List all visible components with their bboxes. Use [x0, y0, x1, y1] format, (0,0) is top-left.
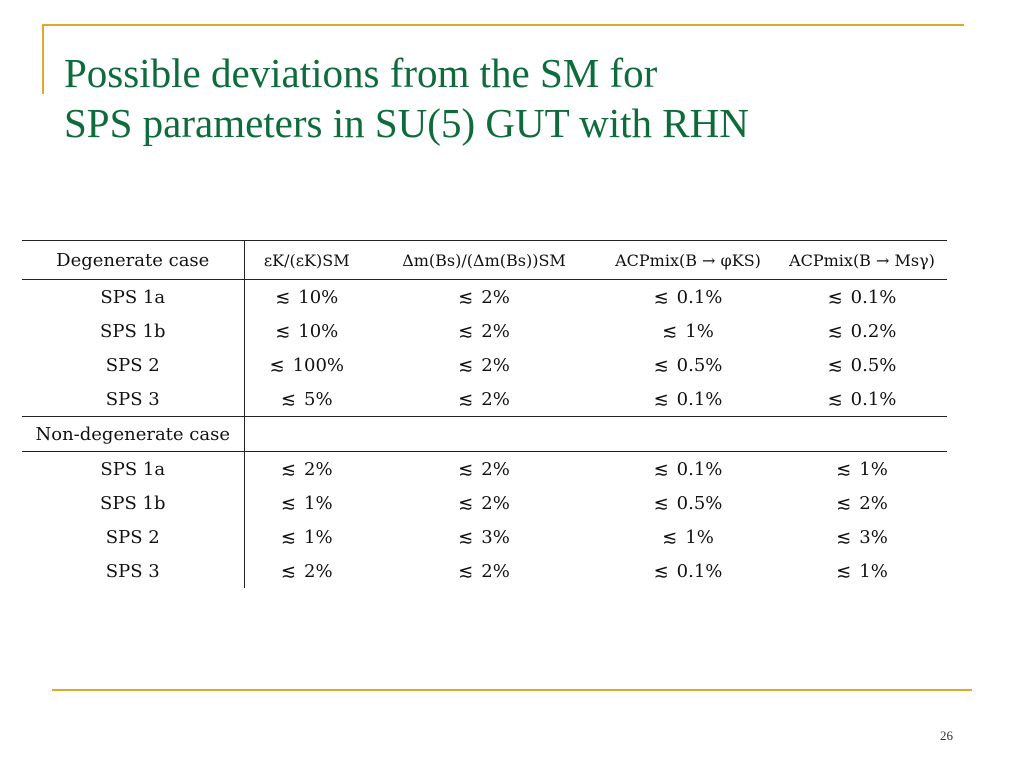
- group-label-nondegenerate: Non-degenerate case: [22, 417, 244, 452]
- cell-value: 3%: [859, 526, 888, 548]
- value-cell: [599, 314, 777, 348]
- table-row: [22, 382, 947, 417]
- degenerate-section: [22, 280, 947, 417]
- value-cell: [777, 314, 947, 348]
- value-cell: [244, 314, 369, 348]
- cell-value: 100%: [292, 354, 345, 376]
- slide-title: [64, 48, 749, 148]
- less-or-similar-symbol: ≲: [458, 492, 474, 514]
- value-cell: [777, 486, 947, 520]
- cell-value: 0.1%: [850, 388, 897, 410]
- less-or-similar-symbol: ≲: [653, 458, 669, 480]
- group-empty-cell: [369, 417, 599, 452]
- less-or-similar-symbol: ≲: [653, 492, 669, 514]
- cell-value: 1%: [685, 320, 714, 342]
- table-row: [22, 520, 947, 554]
- value-cell: [244, 554, 369, 588]
- value-cell: [599, 520, 777, 554]
- cell-value: 2%: [304, 560, 333, 582]
- cell-value: 2%: [481, 458, 510, 480]
- less-or-similar-symbol: ≲: [275, 286, 291, 308]
- cell-value: 2%: [481, 492, 510, 514]
- cell-value: 0.1%: [676, 286, 723, 308]
- value-cell: [244, 348, 369, 382]
- less-or-similar-symbol: ≲: [458, 354, 474, 376]
- left-rule: [42, 24, 44, 94]
- value-cell: [777, 554, 947, 588]
- less-or-similar-symbol: ≲: [280, 526, 297, 548]
- nondegenerate-section: [22, 452, 947, 589]
- value-cell: [369, 452, 599, 487]
- bottom-rule: [52, 689, 972, 691]
- value-cell: [369, 348, 599, 382]
- cell-value: 1%: [859, 560, 888, 582]
- less-or-similar-symbol: ≲: [836, 560, 852, 582]
- row-label: SPS 3: [22, 382, 244, 417]
- value-cell: [777, 452, 947, 487]
- cell-value: 0.5%: [676, 354, 723, 376]
- table-row: [22, 554, 947, 588]
- deviations-table: [22, 240, 947, 588]
- table-row: [22, 348, 947, 382]
- row-label: SPS 1a: [22, 280, 244, 315]
- value-cell: [369, 486, 599, 520]
- group-empty-cell: [244, 417, 369, 452]
- value-cell: [244, 486, 369, 520]
- less-or-similar-symbol: ≲: [653, 388, 669, 410]
- header-acp-ms-gamma: ACPmix(B → Msγ): [777, 241, 947, 280]
- slide-title-line-1: Possible deviations from the SM for: [64, 50, 658, 96]
- table-row: [22, 486, 947, 520]
- table-row: [22, 314, 947, 348]
- less-or-similar-symbol: ≲: [836, 526, 852, 548]
- row-label: SPS 1a: [22, 452, 244, 487]
- cell-value: 0.2%: [850, 320, 897, 342]
- less-or-similar-symbol: ≲: [458, 560, 474, 582]
- row-label: SPS 2: [22, 348, 244, 382]
- value-cell: [599, 452, 777, 487]
- cell-value: 5%: [304, 388, 333, 410]
- header-epsilon-k: εK/(εK)SM: [244, 241, 369, 280]
- less-or-similar-symbol: ≲: [458, 526, 474, 548]
- less-or-similar-symbol: ≲: [280, 458, 297, 480]
- less-or-similar-symbol: ≲: [827, 388, 843, 410]
- less-or-similar-symbol: ≲: [458, 388, 474, 410]
- less-or-similar-symbol: ≲: [653, 560, 669, 582]
- less-or-similar-symbol: ≲: [275, 320, 291, 342]
- value-cell: [599, 486, 777, 520]
- header-acp-phi-ks: ACPmix(B → φKS): [599, 241, 777, 280]
- cell-value: 0.1%: [676, 458, 723, 480]
- value-cell: [599, 280, 777, 315]
- cell-value: 0.1%: [850, 286, 897, 308]
- page-number: 26: [940, 728, 953, 743]
- value-cell: [369, 520, 599, 554]
- cell-value: 0.1%: [676, 560, 723, 582]
- group-empty-cell: [777, 417, 947, 452]
- row-label: SPS 3: [22, 554, 244, 588]
- less-or-similar-symbol: ≲: [458, 286, 474, 308]
- cell-value: 2%: [481, 560, 510, 582]
- value-cell: [777, 348, 947, 382]
- cell-value: 1%: [685, 526, 714, 548]
- top-rule: [42, 24, 964, 26]
- header-delta-m-bs: Δm(Bs)/(Δm(Bs))SM: [369, 241, 599, 280]
- row-label: SPS 1b: [22, 486, 244, 520]
- value-cell: [244, 520, 369, 554]
- cell-value: 10%: [298, 320, 339, 342]
- nondegenerate-section-header: [22, 417, 947, 452]
- table-row: [22, 452, 947, 487]
- less-or-similar-symbol: ≲: [662, 320, 678, 342]
- less-or-similar-symbol: ≲: [827, 354, 843, 376]
- less-or-similar-symbol: ≲: [827, 320, 843, 342]
- value-cell: [599, 382, 777, 417]
- value-cell: [777, 280, 947, 315]
- results-table-container: [22, 240, 947, 595]
- value-cell: [599, 554, 777, 588]
- less-or-similar-symbol: ≲: [653, 354, 669, 376]
- cell-value: 2%: [481, 286, 510, 308]
- value-cell: [777, 520, 947, 554]
- cell-value: 2%: [481, 388, 510, 410]
- value-cell: [369, 382, 599, 417]
- less-or-similar-symbol: ≲: [827, 286, 843, 308]
- less-or-similar-symbol: ≲: [458, 320, 474, 342]
- cell-value: 2%: [481, 354, 510, 376]
- less-or-similar-symbol: ≲: [280, 388, 297, 410]
- less-or-similar-symbol: ≲: [836, 458, 852, 480]
- less-or-similar-symbol: ≲: [662, 526, 678, 548]
- cell-value: 2%: [859, 492, 888, 514]
- cell-value: 2%: [481, 320, 510, 342]
- value-cell: [369, 554, 599, 588]
- cell-value: 0.5%: [850, 354, 897, 376]
- cell-value: 3%: [481, 526, 510, 548]
- cell-value: 0.1%: [676, 388, 723, 410]
- group-row: [22, 417, 947, 452]
- value-cell: [244, 382, 369, 417]
- cell-value: 1%: [859, 458, 888, 480]
- value-cell: [369, 280, 599, 315]
- value-cell: [369, 314, 599, 348]
- cell-value: 10%: [298, 286, 339, 308]
- less-or-similar-symbol: ≲: [280, 560, 297, 582]
- less-or-similar-symbol: ≲: [458, 458, 474, 480]
- group-empty-cell: [599, 417, 777, 452]
- row-label: SPS 1b: [22, 314, 244, 348]
- cell-value: 0.5%: [676, 492, 723, 514]
- less-or-similar-symbol: ≲: [653, 286, 669, 308]
- cell-value: 1%: [304, 492, 333, 514]
- less-or-similar-symbol: ≲: [836, 492, 852, 514]
- value-cell: [244, 452, 369, 487]
- table-header-row: [22, 241, 947, 280]
- less-or-similar-symbol: ≲: [269, 354, 285, 376]
- table-row: [22, 280, 947, 315]
- header-case: Degenerate case: [22, 241, 244, 280]
- value-cell: [777, 382, 947, 417]
- value-cell: [599, 348, 777, 382]
- cell-value: 2%: [304, 458, 333, 480]
- less-or-similar-symbol: ≲: [280, 492, 297, 514]
- value-cell: [244, 280, 369, 315]
- slide-title-line-2: SPS parameters in SU(5) GUT with RHN: [64, 100, 749, 146]
- row-label: SPS 2: [22, 520, 244, 554]
- cell-value: 1%: [304, 526, 333, 548]
